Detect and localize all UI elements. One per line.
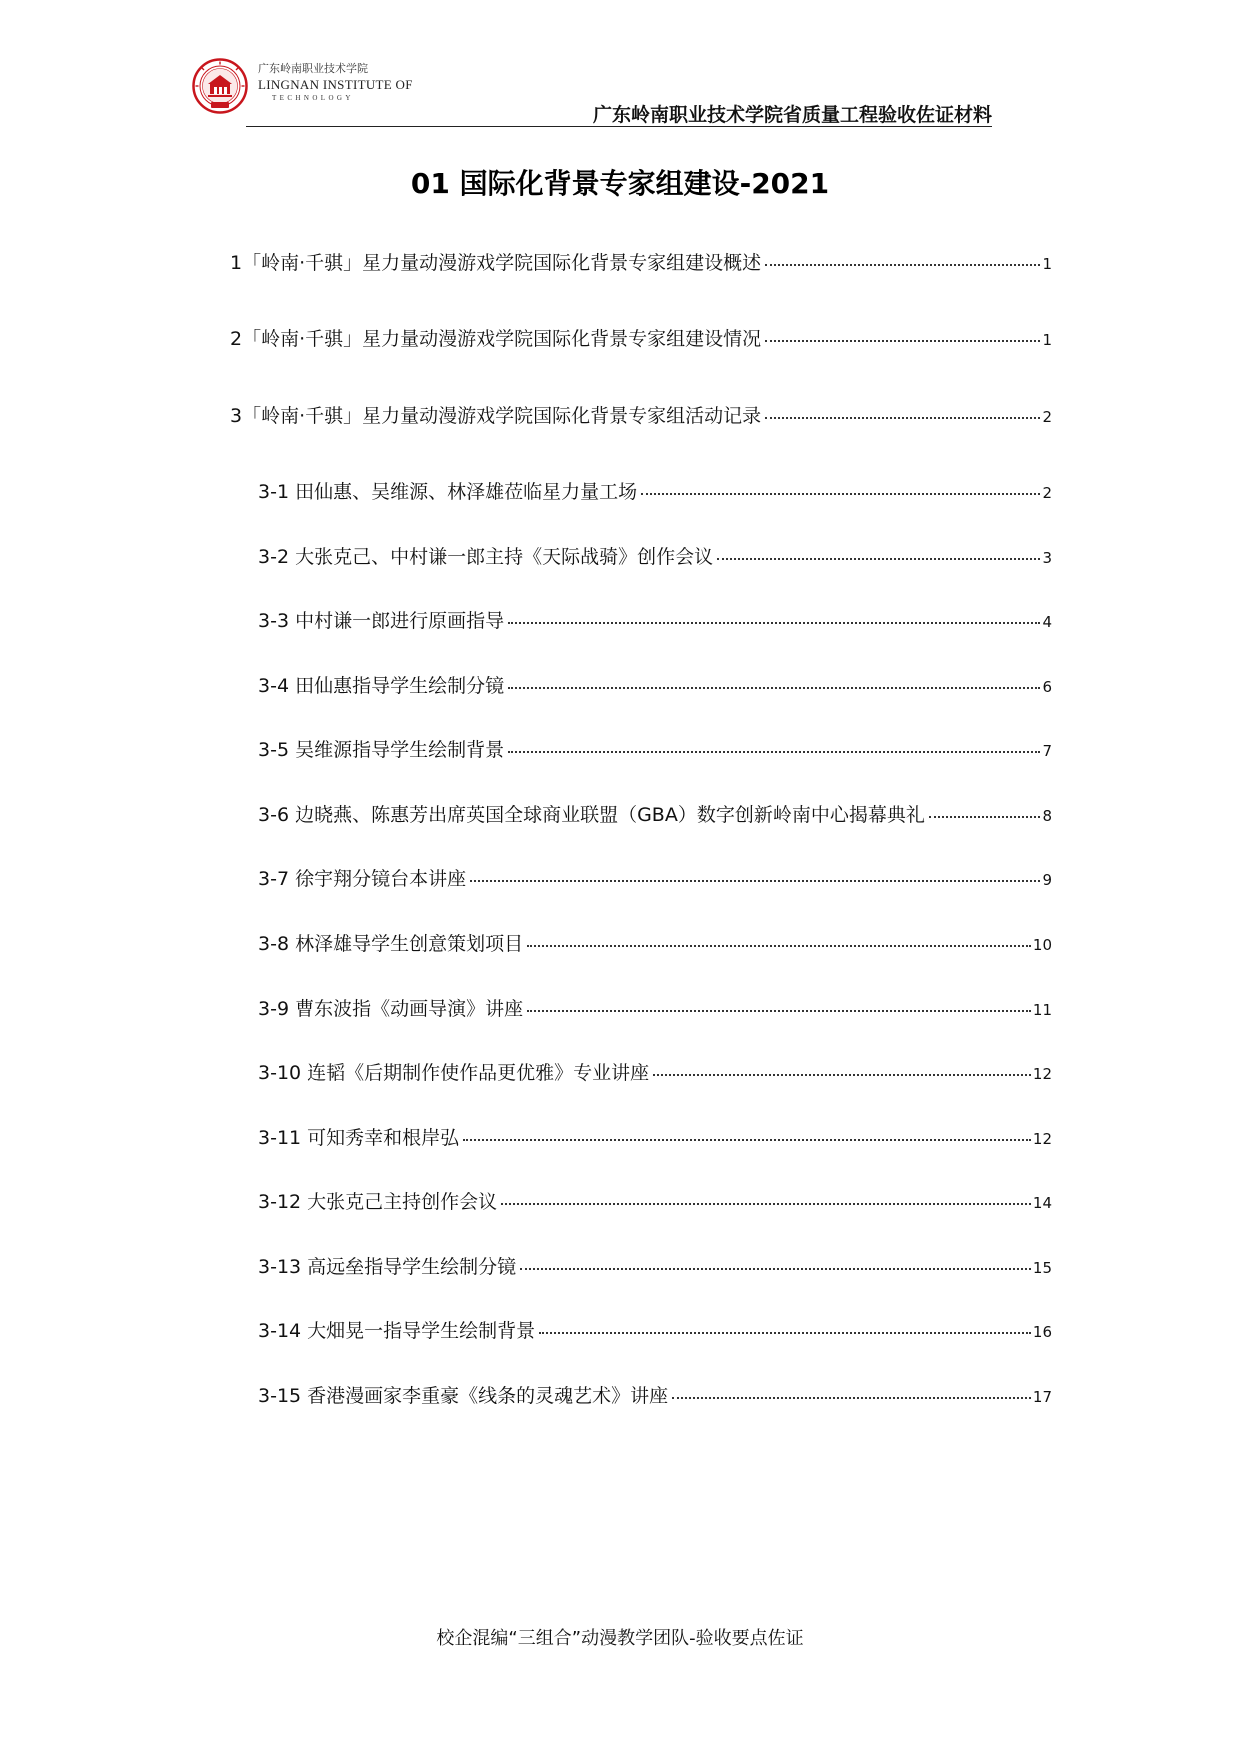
toc-entry-page: 6 xyxy=(1042,678,1052,696)
toc-entry[interactable] xyxy=(258,479,1052,505)
toc-entry-title: 3-11 可知秀幸和根岸弘 xyxy=(258,1127,460,1149)
toc-entry-page: 1 xyxy=(1042,255,1052,273)
toc-entry-title: 3-6 边晓燕、陈惠芳出席英国全球商业联盟（GBA）数字创新岭南中心揭幕典礼 xyxy=(258,804,925,826)
toc-leader-dots xyxy=(717,558,1040,560)
toc-entry-title: 3-15 香港漫画家李重豪《线条的灵魂艺术》讲座 xyxy=(258,1385,669,1407)
toc-entry-title: 3-12 大张克己主持创作会议 xyxy=(258,1191,498,1213)
header-title: 广东岭南职业技术学院省质量工程验收佐证材料 xyxy=(592,104,992,126)
toc-entry-page: 7 xyxy=(1042,742,1052,760)
toc-leader-dots xyxy=(765,417,1040,419)
toc-entry[interactable] xyxy=(258,1125,1052,1151)
page-footer: 校企混编“三组合”动漫教学团队-验收要点佐证 xyxy=(436,1628,804,1649)
toc-leader-dots xyxy=(653,1074,1031,1076)
document-title: 01 国际化背景专家组建设-2021 xyxy=(410,167,830,200)
toc-leader-dots xyxy=(463,1139,1031,1141)
toc-leader-dots xyxy=(765,264,1040,266)
toc-entry-title: 3-1 田仙惠、吴维源、林泽雄莅临星力量工场 xyxy=(258,481,638,503)
toc-entry-title: 3-3 中村谦一郎进行原画指导 xyxy=(258,610,505,632)
toc-entry-title: 3-14 大畑晃一指导学生绘制背景 xyxy=(258,1320,536,1342)
toc-entry[interactable] xyxy=(258,1383,1052,1409)
toc-entry-title: 3-8 林泽雄导学生创意策划项目 xyxy=(258,933,524,955)
toc-entry-page: 12 xyxy=(1032,1130,1052,1148)
toc-leader-dots xyxy=(765,340,1040,342)
school-name-en-sub: TECHNOLOGY xyxy=(272,94,354,102)
toc-entry[interactable] xyxy=(258,608,1052,634)
toc-leader-dots xyxy=(929,816,1041,818)
toc-entry-title: 3「岭南·千骐」星力量动漫游戏学院国际化背景专家组活动记录 xyxy=(230,405,762,427)
toc-entry[interactable] xyxy=(230,403,1052,429)
toc-leader-dots xyxy=(539,1332,1031,1334)
toc-entry-title: 3-13 高远垒指导学生绘制分镜 xyxy=(258,1256,517,1278)
toc-entry-page: 10 xyxy=(1032,936,1052,954)
toc-entry[interactable] xyxy=(258,673,1052,699)
toc-entry-title: 3-9 曹东波指《动画导演》讲座 xyxy=(258,998,524,1020)
toc-entry-page: 12 xyxy=(1032,1065,1052,1083)
toc-entry-title: 1「岭南·千骐」星力量动漫游戏学院国际化背景专家组建设概述 xyxy=(230,252,762,274)
toc-entry[interactable] xyxy=(258,1254,1052,1280)
toc-entry[interactable] xyxy=(258,1318,1052,1344)
toc-entry-page: 16 xyxy=(1032,1323,1052,1341)
toc-entry-page: 8 xyxy=(1042,807,1052,825)
toc-entry-title: 3-4 田仙惠指导学生绘制分镜 xyxy=(258,675,505,697)
toc-leader-dots xyxy=(501,1203,1031,1205)
toc-leader-dots xyxy=(527,945,1031,947)
toc-leader-dots xyxy=(527,1010,1031,1012)
toc-entry-page: 17 xyxy=(1032,1388,1052,1406)
toc-entry-page: 15 xyxy=(1032,1259,1052,1277)
toc-leader-dots xyxy=(520,1268,1031,1270)
toc-entry[interactable] xyxy=(258,1189,1052,1215)
toc-leader-dots xyxy=(508,751,1040,753)
toc-entry-title: 3-2 大张克己、中村谦一郎主持《天际战骑》创作会议 xyxy=(258,546,714,568)
toc-entry[interactable] xyxy=(230,250,1052,276)
toc-entry[interactable] xyxy=(258,544,1052,570)
toc-entry[interactable] xyxy=(258,931,1052,957)
toc-entry[interactable] xyxy=(258,996,1052,1022)
toc-entry-title: 3-10 连韬《后期制作使作品更优雅》专业讲座 xyxy=(258,1062,650,1084)
school-name-cn: 广东岭南职业技术学院 xyxy=(258,62,368,75)
toc-entry-page: 11 xyxy=(1032,1001,1052,1019)
toc-entry-page: 2 xyxy=(1042,408,1052,426)
toc-leader-dots xyxy=(508,687,1040,689)
toc-entry-page: 2 xyxy=(1042,484,1052,502)
toc-entry-title: 3-5 吴维源指导学生绘制背景 xyxy=(258,739,505,761)
toc-entry[interactable] xyxy=(258,737,1052,763)
toc-entry[interactable] xyxy=(258,1060,1052,1086)
toc-entry-title: 2「岭南·千骐」星力量动漫游戏学院国际化背景专家组建设情况 xyxy=(230,328,762,350)
toc-entry[interactable] xyxy=(258,866,1052,892)
toc-leader-dots xyxy=(672,1397,1031,1399)
toc-entry-page: 1 xyxy=(1042,331,1052,349)
toc-entry-page: 4 xyxy=(1042,613,1052,631)
school-name-en: LINGNAN INSTITUTE OF xyxy=(258,77,413,92)
toc-entry-title: 3-7 徐宇翔分镜台本讲座 xyxy=(258,868,467,890)
toc-entry-page: 14 xyxy=(1032,1194,1052,1212)
toc-entry-page: 9 xyxy=(1042,871,1052,889)
toc-entry[interactable] xyxy=(230,326,1052,352)
toc-entry[interactable] xyxy=(258,802,1052,828)
toc-entry-page: 3 xyxy=(1042,549,1052,567)
toc-leader-dots xyxy=(470,880,1040,882)
toc-leader-dots xyxy=(641,493,1040,495)
toc-leader-dots xyxy=(508,622,1040,624)
